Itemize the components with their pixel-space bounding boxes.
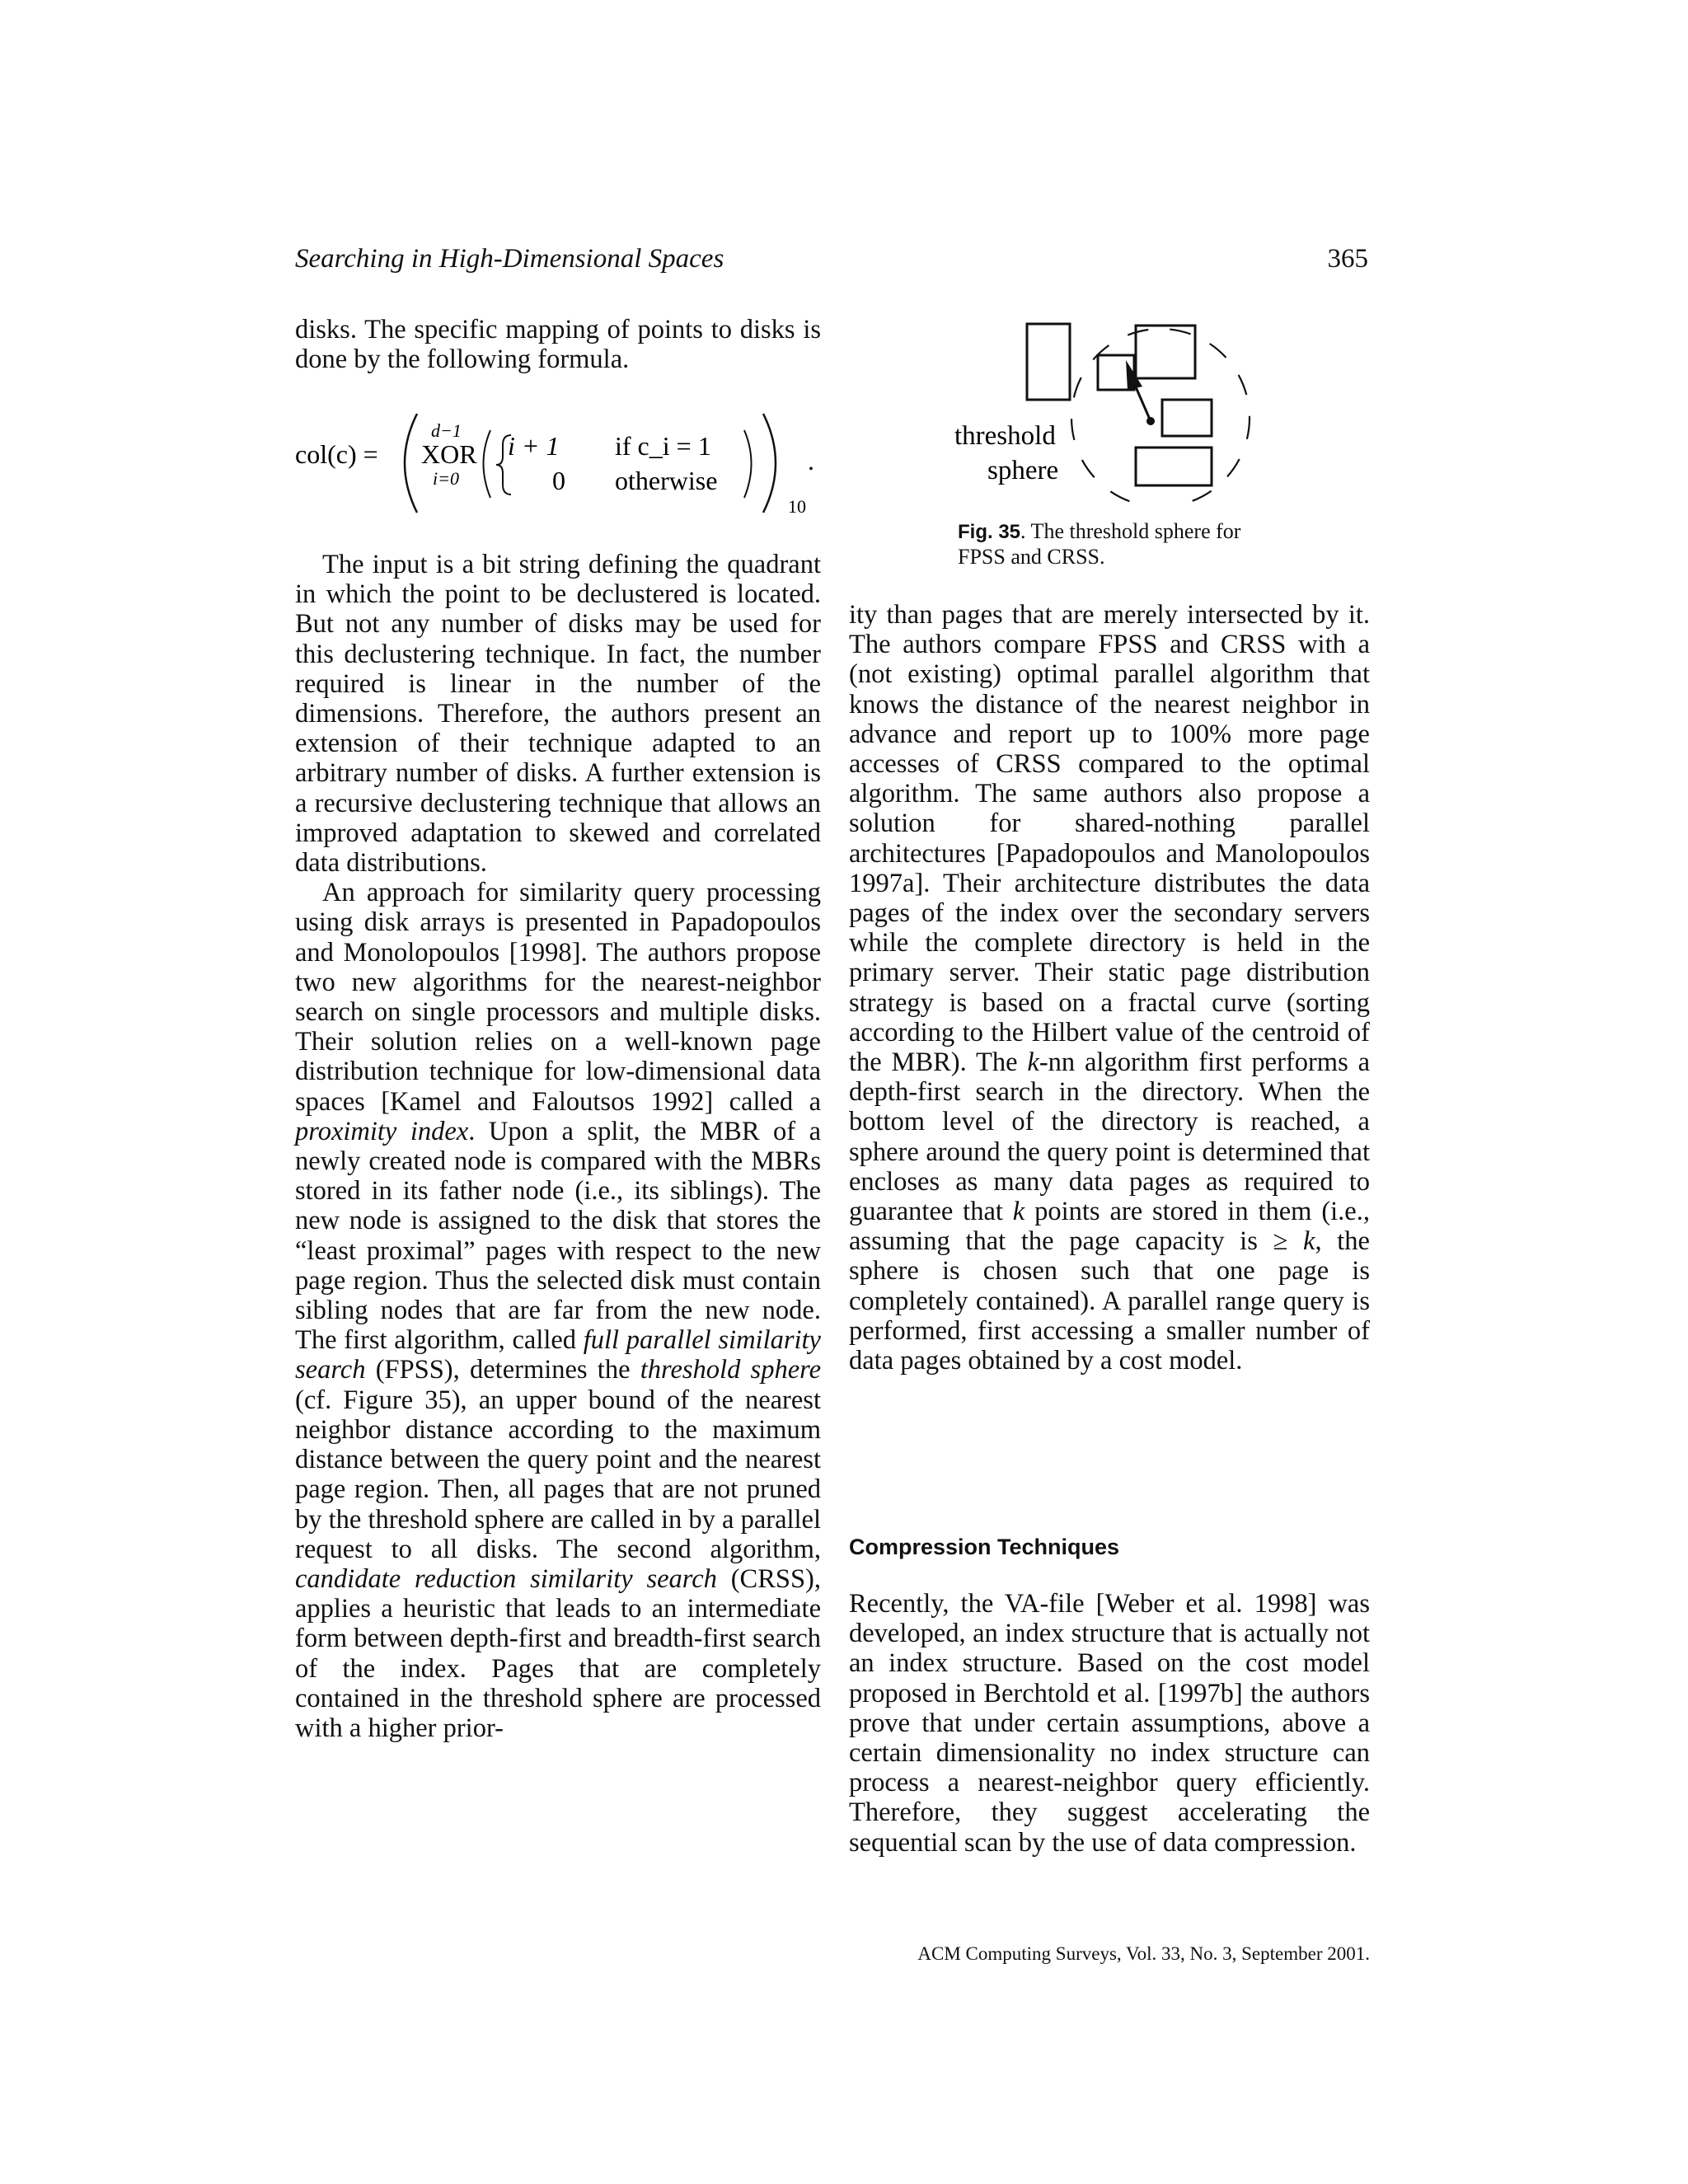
math-k: k xyxy=(1012,1197,1025,1227)
text-run: (CRSS), applies a heuristic that leads to an intermediate form between depth-first and breadth-first search of the index. Pages that are completely contained in the threshold sphere are processed with a higher prior- xyxy=(295,1563,822,1743)
paragraph-disk-arrays xyxy=(295,878,821,1743)
formula-lhs: col(c) = xyxy=(295,439,378,469)
figure-threshold-sphere xyxy=(948,317,1261,503)
right-column-body xyxy=(849,600,1370,1376)
text-run: , the sphere is chosen such that one page is completely contained). A parallel range query is performed, first accessing a smaller number of data pages obtained by a cost model. xyxy=(849,1226,1370,1376)
text-run: (FPSS), determines the xyxy=(365,1355,640,1385)
text-run: . Upon a split, the MBR of a newly created node is compared with the MBRs stored in its father node (i.e., its siblings). The new node is assigned to the disk that stores the “least proximal” pages with respect to the new page region. Thus the selected disk must contain sibling nodes that are far from the new node. The first algorithm, called xyxy=(295,1116,822,1356)
emphasis-crss: candidate reduction similarity search xyxy=(295,1563,717,1594)
paragraph-declustering: The input is a bit string defining the quadrant in which the point to be declustered is located. But not any number of disks may be used for this declustering technique. In fact, the number required is linear in the number of the dimensions. Therefore, the authors present an extension of their technique adapted to an arbitrary number of disks. A further extension is a recursive declustering technique that allows an improved adaptation to skewed and correlated data distributions. xyxy=(295,550,821,879)
case2-value: 0 xyxy=(552,466,565,495)
section-heading: Compression Techniques xyxy=(849,1535,1120,1559)
journal-footer: ACM Computing Surveys, Vol. 33, No. 3, September 2001. xyxy=(917,1943,1370,1964)
outer-right-paren xyxy=(763,414,776,513)
emphasis-proximity-index: proximity index xyxy=(295,1116,469,1146)
declustering-formula xyxy=(295,405,823,529)
running-header-title: Searching in High-Dimensional Spaces xyxy=(295,244,724,274)
page-rect-right xyxy=(1162,400,1212,436)
page-rect-bottom xyxy=(1136,448,1212,485)
nearest-distance-arrow xyxy=(1134,383,1151,421)
text-run: -nn algorithm first performs a depth-first search in the directory. When the bottom level of the directory is reached, a sphere around the query point is determined that encloses as many data pages as required to guarantee that xyxy=(849,1047,1370,1227)
math-k: k xyxy=(1027,1047,1039,1078)
figure-caption xyxy=(958,519,1287,569)
intro-paragraph: disks. The specific mapping of points to disks is done by the following formula. xyxy=(295,315,821,375)
paragraph-fpss-crss xyxy=(849,600,1370,1376)
left-column-intro xyxy=(295,315,821,374)
case1-condition: if c_i = 1 xyxy=(615,431,711,461)
threshold-sphere-circle xyxy=(1071,329,1250,503)
formula-subscript: 10 xyxy=(788,496,806,517)
emphasis-fpss: full parallel similarity search xyxy=(295,1325,821,1385)
page-number: 365 xyxy=(1327,244,1368,274)
paragraph-va-file: Recently, the VA-file [Weber et al. 1998] was developed, an index structure that is actually not an index structure. Based on the cost model proposed in Berchtold et al. [1997b] the authors prove that under certain assumptions, above a certain dimensionality no index structure can process a nearest-neighbor query efficiently. Therefore, they suggest accelerating the sequential scan by the use of data compression. xyxy=(849,1589,1370,1858)
formula-trailing: . xyxy=(808,446,814,476)
inner-right-paren xyxy=(744,430,752,498)
text-run: An approach for similarity query processing using disk arrays is presented in Papadopoulos and Monolopoulos [1998]. The authors propose two new algorithms for the nearest-neighbor search on single processors and multiple disks. Their solution relies on a well-known page distribution technique for low-dimensional data spaces [Kamel and Faloutsos 1992] called a xyxy=(295,878,821,1117)
text-run: ity than pages that are merely intersected by it. The authors compare FPSS and CRSS with a (not existing) optimal parallel algorithm that knows the distance of the nearest neighbor in advance and report up to 100% more page accesses of CRSS compared to the optimal algorithm. The same authors also propose a solution for shared-nothing parallel architectures [Papadopoulos and Manolopoulos 1997a]. Their architecture distributes the data pages of the index over the secondary servers while the complete directory is held in the primary server. Their static page distribution strategy is based on a fractal curve (sorting according to the Hilbert value of the centroid of the MBR). The xyxy=(849,600,1370,1078)
figure-caption-label: Fig. 35 xyxy=(958,521,1021,543)
figure-label-sphere: sphere xyxy=(987,456,1059,485)
figure-caption-text: . The threshold sphere for FPSS and CRSS. xyxy=(958,519,1241,569)
outer-left-paren xyxy=(405,414,417,513)
text-run: (cf. Figure 35), an upper bound of the nearest neighbor distance according to the maximum distance between the query point and the nearest page region. Then, all pages that are not pruned by the threshold sphere are called in by a parallel request to all disks. The second algorithm, xyxy=(295,1385,822,1564)
text-run: points are stored in them (i.e., assuming that the page capacity is ≥ xyxy=(849,1197,1370,1257)
math-k: k xyxy=(1303,1226,1315,1257)
formula-op-top: d−1 xyxy=(431,420,462,441)
case1-value: i + 1 xyxy=(508,431,560,461)
emphasis-threshold-sphere: threshold sphere xyxy=(640,1355,821,1385)
right-column-compression xyxy=(849,1589,1370,1858)
formula-op-bottom: i=0 xyxy=(433,468,459,489)
figure-label-threshold: threshold xyxy=(954,421,1056,451)
case2-condition: otherwise xyxy=(615,466,718,495)
page-rect-tall xyxy=(1027,324,1070,400)
formula-op: XOR xyxy=(421,439,477,469)
left-column-body xyxy=(295,550,821,1743)
inner-left-paren xyxy=(484,430,491,498)
